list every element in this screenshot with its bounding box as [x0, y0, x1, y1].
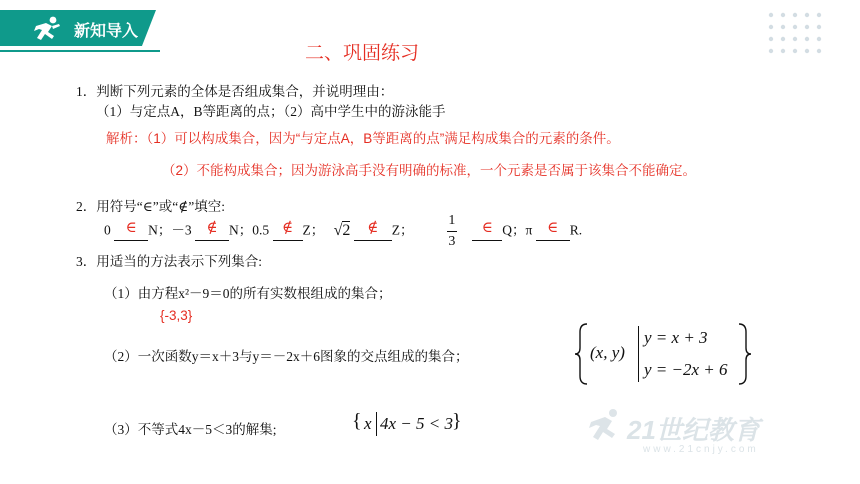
q3-stem: 3．用适当的方法表示下列集合:: [76, 254, 263, 269]
q3-part-2: （2）一次函数y＝x＋3与y＝－2x＋6图象的交点组成的集合；: [104, 349, 469, 364]
q1-stem: 1．判断下列元素的全体是否组成集合，并说明理由：: [76, 84, 394, 99]
dot-grid-decoration: [766, 10, 824, 60]
q3-part-2-answer: [574, 322, 754, 386]
set-variable-x: x: [364, 414, 372, 433]
pair-xy: (x, y): [590, 343, 625, 362]
q3-part-1: （1）由方程x²－9＝0的所有实数根组成的集合；: [104, 286, 392, 301]
q2-blank-c: [273, 221, 303, 241]
q2-answer-d: ∉: [367, 219, 379, 236]
q2-answer-e: ∈: [481, 219, 493, 236]
section-badge: [0, 6, 160, 50]
right-brace-icon: [736, 322, 752, 386]
left-curly: {: [352, 410, 362, 432]
q3-part-3-answer: [352, 406, 464, 440]
left-brace-icon: [574, 322, 590, 386]
runner-icon: [28, 16, 64, 42]
q2-answer-c: ∉: [281, 219, 294, 236]
q2-blank-b: [195, 221, 229, 241]
q2-fill-row: [104, 213, 583, 249]
q2-answer-b: ∉: [206, 219, 218, 236]
q2-blank-f: [536, 221, 570, 241]
q2-item-b-suffix: N；0.5: [229, 222, 270, 238]
q2-item-a-suffix: N；－3: [148, 222, 192, 238]
q2-item-e-suffix: Q；π: [502, 222, 533, 238]
inequality-condition: 4x − 5 < 3: [380, 414, 453, 433]
fraction-numerator: 1: [448, 213, 456, 228]
system-equation-2: y = −2x + 6: [644, 360, 728, 379]
fraction-bar: [447, 231, 457, 232]
watermark-logo: 21世纪教育: [627, 415, 760, 445]
q2-blank-d: [354, 221, 392, 241]
q2-stem: 2．用符号“∈”或“∉”填空:: [76, 199, 225, 214]
fraction-one-third: [447, 213, 457, 250]
q2-item-d-suffix: Z；: [391, 222, 414, 238]
watermark-runner-icon: [585, 408, 625, 444]
q2-item-c-suffix: Z；: [302, 222, 325, 238]
q2-blank-a: [114, 221, 148, 241]
watermark-url: www.21cnjy.com: [643, 444, 759, 455]
q3-part-3: （3）不等式4x－5＜3的解集;: [104, 422, 277, 437]
q2-item-a-prefix: 0: [104, 222, 111, 238]
set-bar: [376, 412, 377, 436]
q2-item-f-suffix: R.: [569, 222, 583, 238]
set-divider: [638, 326, 639, 382]
sqrt-radicand: 2: [342, 221, 351, 239]
q3-part-1-answer: {-3,3}: [160, 308, 193, 323]
badge-title: 新知导入: [74, 21, 139, 40]
fraction-denominator: 3: [448, 234, 456, 249]
q2-answer-f: ∈: [547, 219, 559, 236]
page-heading: 二、巩固练习: [305, 42, 420, 64]
q1-analysis-2: （2）不能构成集合；因为游泳高手没有明确的标准，一个元素是否属于该集合不能确定。: [162, 163, 697, 178]
q1-analysis-1: 解析：（1）可以构成集合，因为“与定点A，B等距离的点”满足构成集合的元素的条件。: [106, 131, 620, 146]
q1-subitems: （1）与定点A，B等距离的点；（2）高中学生中的游泳能手: [96, 104, 446, 119]
system-equation-1: y = x + 3: [644, 328, 708, 347]
q2-blank-e: [472, 221, 502, 241]
q2-answer-a: ∈: [125, 219, 137, 236]
header-underline: [0, 50, 160, 52]
sqrt-expression: √2: [333, 221, 351, 239]
right-curly: }: [452, 410, 462, 432]
